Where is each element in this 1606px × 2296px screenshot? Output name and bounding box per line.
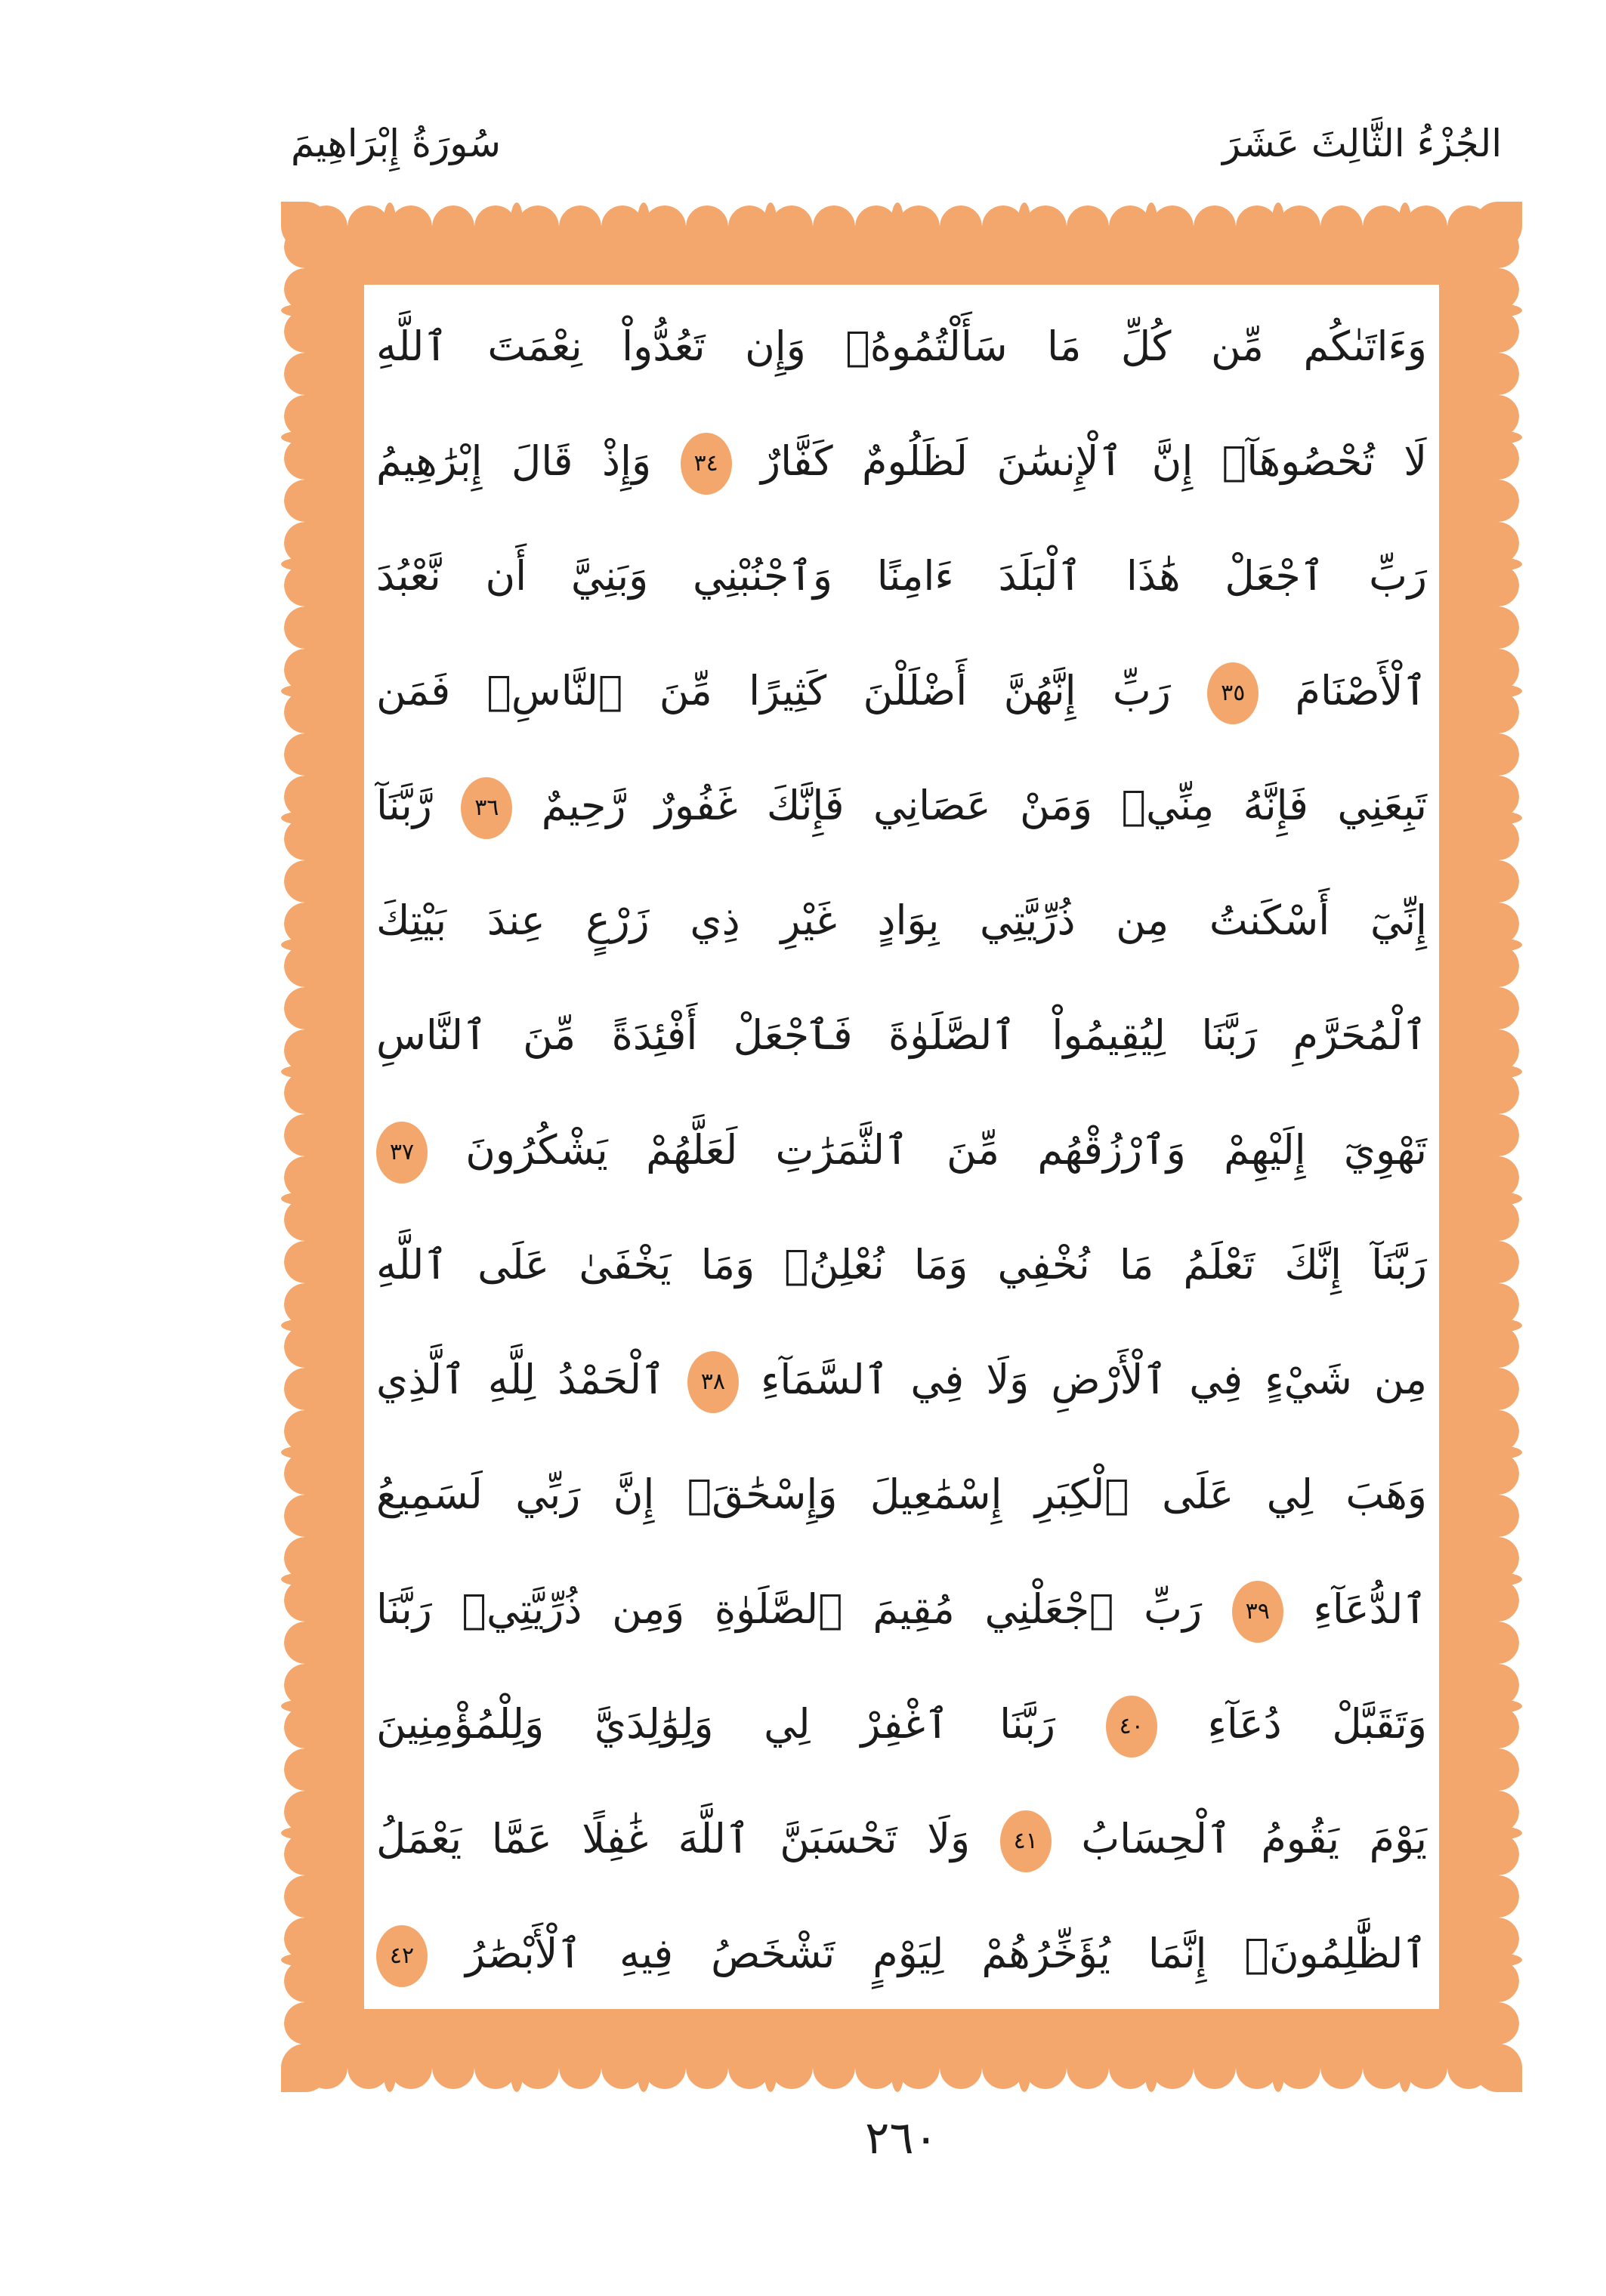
quran-line	[376, 1552, 1427, 1667]
ayah-text: وَإِذْ قَالَ إِبْرَٰهِيمُ	[376, 437, 652, 485]
ayah-text: تَبِعَنِي فَإِنَّهُ مِنِّيۖ وَمَنْ عَصَانِي فَإِنَّكَ غَفُورٌ رَّحِيمٌ	[541, 782, 1427, 829]
quran-line	[376, 1896, 1427, 2011]
ayah-text: مِن شَيْءٍ فِي ٱلْأَرْضِ وَلَا فِي ٱلسَّمَآءِ	[760, 1356, 1427, 1403]
quran-line	[376, 748, 1427, 863]
ayah-text: لَا تُحْصُوهَآۗ إِنَّ ٱلْإِنسَٰنَ لَظَلُومٌ كَفَّارٌ	[761, 437, 1427, 485]
verse-number-marker: ٤١	[1000, 1810, 1052, 1872]
ayah-text: رَّبَّنَآ	[376, 782, 432, 829]
quran-line	[376, 1782, 1427, 1896]
border-scallops-bottom	[305, 2068, 1498, 2094]
border-scallops-top	[305, 201, 1498, 227]
verse-number-marker: ٣٥	[1207, 662, 1259, 724]
page-number: ٢٦٠	[865, 2112, 938, 2165]
ayah-text: ٱلدُّعَآءِ	[1313, 1585, 1427, 1633]
border-scallops-right	[1498, 226, 1524, 2068]
ayah-text: رَبَّنَآ إِنَّكَ تَعْلَمُ مَا نُخْفِي وَمَا نُعْلِنُۗ وَمَا يَخْفَىٰ عَلَى ٱللَّهِ	[376, 1241, 1427, 1288]
ayah-text: ٱلْأَصْنَامَ	[1295, 667, 1428, 714]
ayah-text: إِنِّيٓ أَسْكَنتُ مِن ذُرِّيَّتِي بِوَادٍ غَيْرِ ذِي زَرْعٍ عِندَ بَيْتِكَ	[376, 896, 1427, 944]
ayah-text: رَبَّنَا ٱغْفِرْ لِي وَلِوَٰلِدَيَّ وَلِلْمُؤْمِنِينَ	[376, 1700, 1055, 1748]
verse-number-marker: ٣٤	[681, 433, 732, 495]
verse-number-marker: ٣٩	[1232, 1581, 1283, 1643]
quran-line	[376, 863, 1427, 978]
verse-number-marker: ٣٦	[461, 777, 512, 839]
quran-line	[376, 1322, 1427, 1437]
juz-title: الجُزْءُ الثَّالِثَ عَشَرَ	[1222, 122, 1503, 165]
ayah-text: رَبِّ إِنَّهُنَّ أَضْلَلْنَ كَثِيرًا مِّنَ ٱلنَّاسِۖ فَمَن	[376, 667, 1171, 714]
verse-number-marker: ٤٠	[1106, 1696, 1157, 1757]
quran-line	[376, 1667, 1427, 1782]
verse-number-marker: ٣٨	[687, 1351, 739, 1413]
frame-corner-leaf-top-left	[281, 202, 329, 250]
ayah-text: يَوْمَ يَقُومُ ٱلْحِسَابُ	[1081, 1815, 1427, 1862]
ayah-text: وَتَقَبَّلْ دُعَآءِ	[1207, 1700, 1427, 1748]
quran-line	[376, 404, 1427, 519]
quran-line	[376, 519, 1427, 634]
ayah-text: رَبِّ ٱجْعَلْ هَٰذَا ٱلْبَلَدَ ءَامِنًا وَٱجْنُبْنِي وَبَنِيَّ أَن نَّعْبُدَ	[376, 552, 1427, 600]
quran-line	[376, 1093, 1427, 1208]
quran-line	[376, 978, 1427, 1093]
ayah-text: وَلَا تَحْسَبَنَّ ٱللَّهَ غَٰفِلًا عَمَّا يَعْمَلُ	[376, 1815, 971, 1862]
verse-number-marker: ٤٢	[376, 1925, 428, 1987]
ayah-text: وَهَبَ لِي عَلَى ٱلْكِبَرِ إِسْمَٰعِيلَ وَإِسْحَٰقَۚ إِنَّ رَبِّي لَسَمِيعُ	[376, 1470, 1427, 1518]
ayah-text: ٱلْحَمْدُ لِلَّهِ ٱلَّذِي	[376, 1356, 666, 1403]
quran-line	[376, 289, 1427, 404]
quran-line	[376, 1437, 1427, 1552]
frame-corner-leaf-top-right	[1474, 202, 1522, 250]
frame-corner-leaf-bottom-left	[281, 2044, 329, 2092]
quran-lines	[364, 285, 1439, 2009]
quran-line	[376, 1208, 1427, 1322]
ayah-text: رَبِّ ٱجْعَلْنِي مُقِيمَ ٱلصَّلَوٰةِ وَمِن ذُرِّيَّتِيۚ رَبَّنَا	[376, 1585, 1203, 1633]
ayah-text: وَءَاتَىٰكُم مِّن كُلِّ مَا سَأَلْتُمُوهُۚ وَإِن تَعُدُّواْ نِعْمَتَ ٱللَّهِ	[376, 322, 1427, 370]
quran-line	[376, 634, 1427, 748]
ayah-text: تَهْوِيٓ إِلَيْهِمْ وَٱرْزُقْهُم مِّنَ ٱلثَّمَرَٰتِ لَعَلَّهُمْ يَشْكُرُونَ	[465, 1126, 1428, 1174]
surah-title: سُورَةُ إِبْرَاهِيمَ	[291, 122, 501, 165]
ayah-text: ٱلْمُحَرَّمِ رَبَّنَا لِيُقِيمُواْ ٱلصَّلَوٰةَ فَٱجْعَلْ أَفْئِدَةً مِّنَ ٱلنَّاسِ	[376, 1011, 1427, 1059]
ayah-text: ٱلظَّٰلِمُونَۚ إِنَّمَا يُؤَخِّرُهُمْ لِيَوْمٍ تَشْخَصُ فِيهِ ٱلْأَبْصَٰرُ	[465, 1930, 1427, 1977]
border-scallops-left	[280, 226, 305, 2068]
verse-number-marker: ٣٧	[376, 1122, 428, 1183]
frame-corner-leaf-bottom-right	[1474, 2044, 1522, 2092]
